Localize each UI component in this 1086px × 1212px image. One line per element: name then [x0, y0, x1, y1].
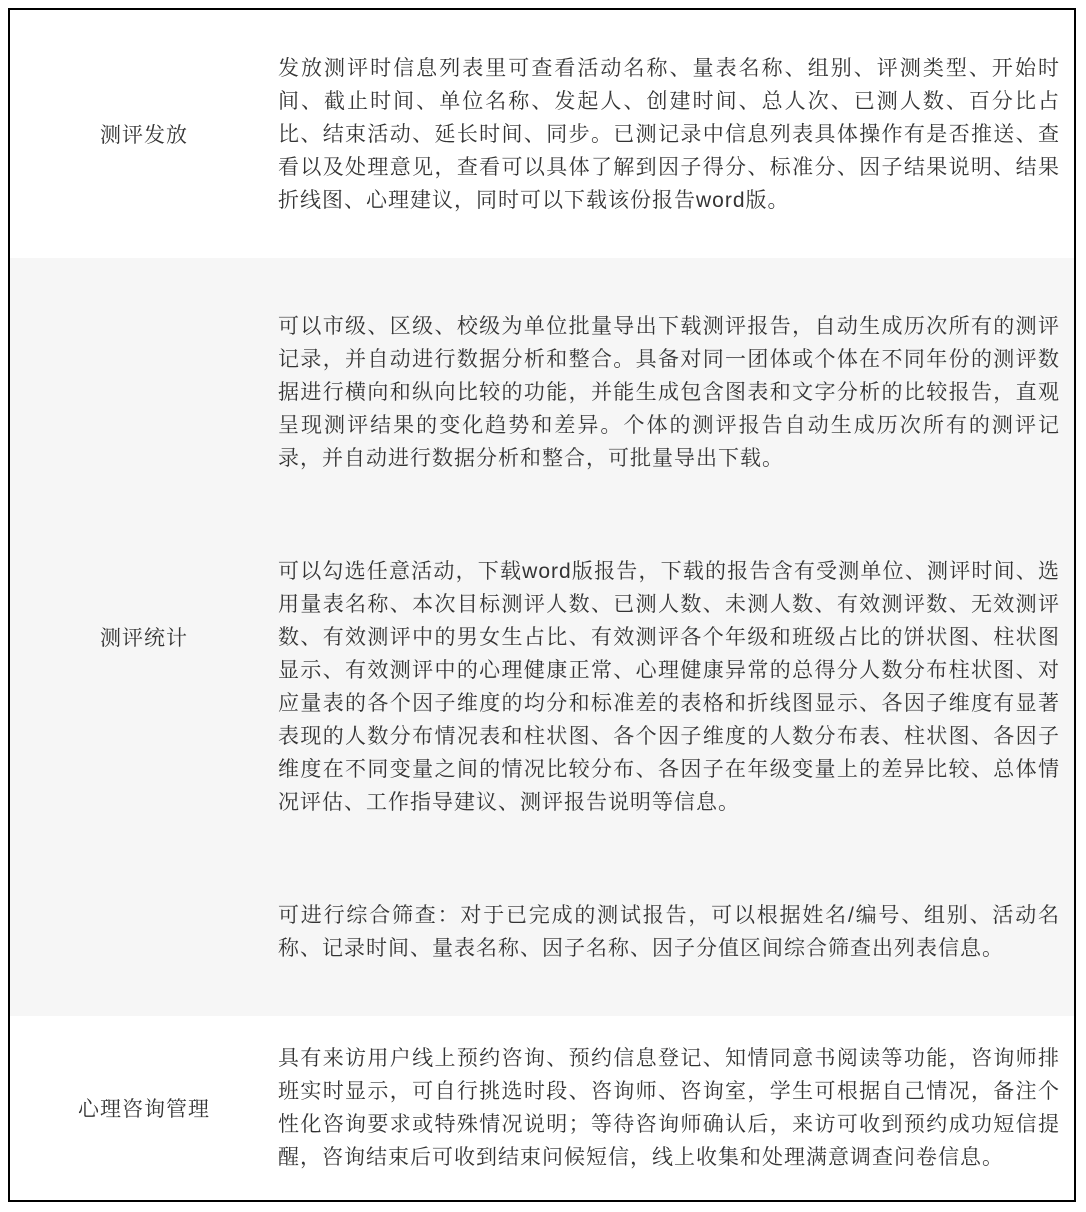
- table-row: [10, 10, 1074, 258]
- table-row: [10, 1016, 1074, 1200]
- row-content-assessment-statistics: [278, 258, 1074, 1016]
- table-row: [10, 258, 1074, 1016]
- feature-table: [8, 8, 1076, 1202]
- row-content-assessment-distribution: [278, 10, 1074, 258]
- row-label-assessment-distribution: 测评发放: [100, 124, 188, 147]
- paragraph: 发放测评时信息列表里可查看活动名称、量表名称、组别、评测类型、开始时间、截止时间、单位名称、发起人、创建时间、总人次、已测人数、百分比占比、结束活动、延长时间、同步。已测记录中信息列表具体操作有是否推送、查看以及处理意见，查看可以具体了解到因子得分、标准分、因子结果说明、结果折线图、心理建议，同时可以下载该份报告word版。: [278, 56, 1060, 212]
- paragraph: 可以市级、区级、校级为单位批量导出下载测评报告，自动生成历次所有的测评记录，并自动进行数据分析和整合。具备对同一团体或个体在不同年份的测评数据进行横向和纵向比较的功能，并能生成包含图表和文字分析的比较报告，直观呈现测评结果的变化趋势和差异。个体的测评报告自动生成历次所有的测评记录，并自动进行数据分析和整合，可批量导出下载。: [278, 314, 1060, 470]
- row-label-assessment-statistics: 测评统计: [100, 627, 188, 650]
- row-label-counseling-management: 心理咨询管理: [78, 1098, 210, 1121]
- paragraph: 可以勾选任意活动，下载word版报告，下载的报告含有受测单位、测评时间、选用量表名称、本次目标测评人数、已测人数、未测人数、有效测评数、无效测评数、有效测评中的男女生占比、有效测评各个年级和班级占比的饼状图、柱状图显示、有效测评中的心理健康正常、心理健康异常的总得分人数分布柱状图、对应量表的各个因子维度的均分和标准差的表格和折线图显示、各因子维度有显著表现的人数分布情况表和柱状图、各个因子维度的人数分布表、柱状图、各因子维度在不同变量之间的情况比较分布、各因子在年级变量上的差异比较、总体情况评估、工作指导建议、测评报告说明等信息。: [278, 559, 1060, 814]
- paragraph: 可进行综合筛查：对于已完成的测试报告，可以根据姓名/编号、组别、活动名称、记录时间、量表名称、因子名称、因子分值区间综合筛查出列表信息。: [278, 903, 1060, 960]
- paragraph: 具有来访用户线上预约咨询、预约信息登记、知情同意书阅读等功能，咨询师排班实时显示，可自行挑选时段、咨询师、咨询室，学生可根据自己情况，备注个性化咨询要求或特殊情况说明；等待咨询师确认后，来访可收到预约成功短信提醒，咨询结束后可收到结束问候短信，线上收集和处理满意调查问卷信息。: [278, 1047, 1060, 1169]
- row-content-counseling-management: [278, 1016, 1074, 1200]
